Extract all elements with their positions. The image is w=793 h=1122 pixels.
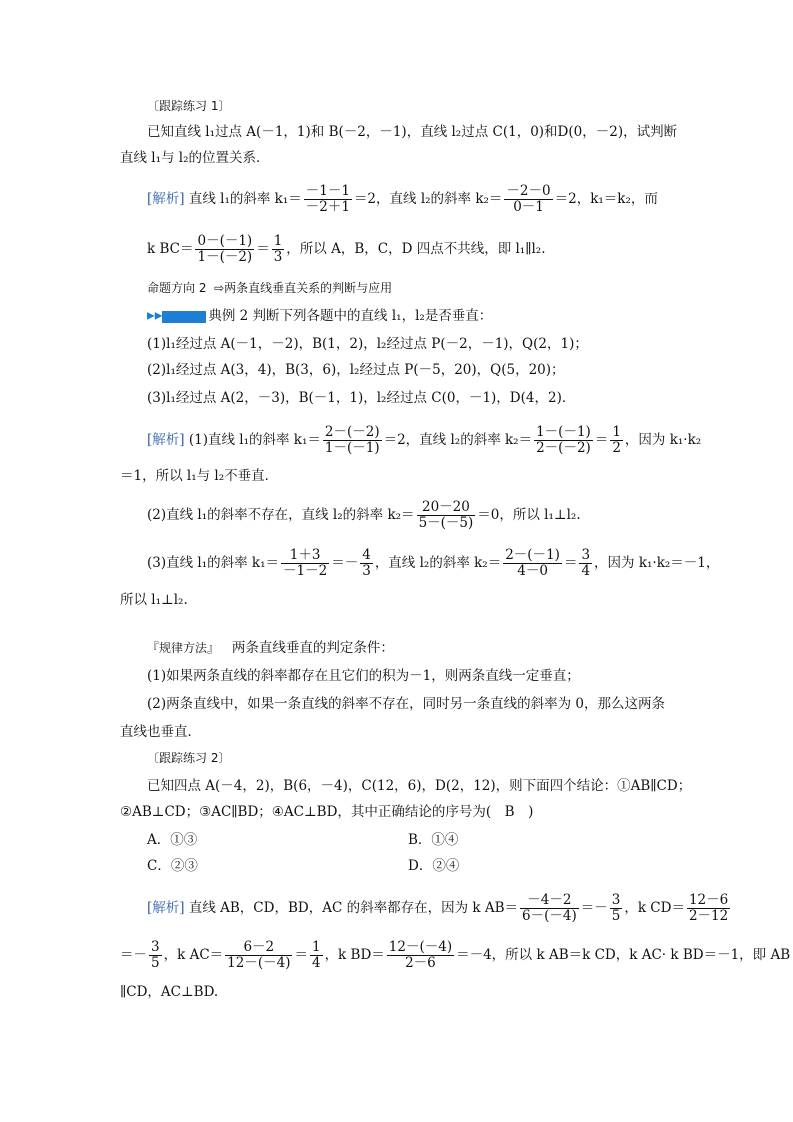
problem-text: 直线 l₁与 l₂的位置关系．	[120, 150, 270, 166]
fraction: $\frac{6-2}{12-(-4)}$	[227, 939, 291, 971]
solution-line: (2)直线 l₁的斜率不存在，直线 l₂的斜率 k₂＝ $\frac{20-20}{5-(-5)}$ ＝0，所以 l₁⊥l₂.	[147, 499, 581, 531]
fraction: $\frac{12-6}{2-12}$	[688, 892, 729, 924]
fraction: $\frac{-1-1}{-2+1}$	[305, 183, 350, 215]
fraction: $\frac{4}{3}$	[362, 547, 371, 579]
fraction: $\frac{3}{5}$	[611, 892, 621, 924]
method-rule: (2)两条直线中，如果一条直线的斜率不存在，同时另一条直线的斜率为 0，那么这两条	[147, 696, 666, 712]
fraction: $\frac{2-(-2)}{1-(-1)}$	[324, 424, 380, 456]
solution-line: 所以 l₁⊥l₂.	[120, 592, 188, 608]
example-item: (1)l₁经过点 A(－1，－2)，B(1，2)，l₂经过点 P(－2，－1)，Q(2，1)；	[147, 336, 588, 352]
problem-text: ②AB⊥CD；③AC∥BD；④AC⊥BD，其中正确结论的序号为( B )	[120, 804, 534, 820]
method-rule: (1)如果两条直线的斜率都存在且它们的积为－1，则两条直线一定垂直；	[147, 668, 580, 684]
fraction: $\frac{3}{5}$	[151, 939, 160, 971]
solution-line: ＝－ $\frac{3}{5}$ ，k AC＝ $\frac{6-2}{12-(-4)}$ ＝ $\frac{1}{4}$ ，k BD＝ $\frac{12-(-4)}{2-6}$ ＝－4，所以 k AB＝k CD，k AC· k BD＝－1，即 AB	[120, 939, 791, 971]
solution-line: [解析] 直线 AB，CD，BD，AC 的斜率都存在，因为 k AB＝ $\frac{-4-2}{6-(-4)}$ ＝－ $\frac{3}{5}$ ，k CD＝ $\frac{12-6}{2-12}$	[147, 892, 729, 924]
method-heading: 『规律方法』 两条直线垂直的判定条件：	[147, 640, 394, 656]
fraction: $\frac{-2-0}{0-1}$	[506, 183, 551, 215]
fraction: $\frac{3}{4}$	[581, 547, 591, 579]
fraction: $\frac{20-20}{5-(-5)}$	[418, 499, 474, 531]
fraction: $\frac{-4-2}{6-(-4)}$	[522, 892, 577, 924]
option-c: C．②③	[147, 858, 198, 874]
problem-text: 已知四点 A(－4，2)，B(6，－4)，C(12，6)，D(2，12)，则下面四个结论：①AB∥CD；	[147, 778, 692, 794]
solution-line: (3)直线 l₁的斜率 k₁＝ $\frac{1+3}{-1-2}$ ＝－ $\frac{4}{3}$ ，直线 l₂的斜率 k₂＝ $\frac{2-(-1)}{4-0}$ ＝ $\frac{3}{4}$ ，因为 k₁·k₂＝－1，	[147, 547, 720, 579]
double-arrow-icon: ▶▶	[147, 310, 163, 322]
direction-heading: 命题方向 2 ⇨两条直线垂直关系的判断与应用	[147, 281, 393, 295]
fraction: $\frac{1}{3}$	[273, 233, 283, 265]
fraction: $\frac{0-(-1)}{1-(-2)}$	[197, 233, 253, 265]
method-rule: 直线也垂直．	[120, 724, 201, 740]
example-title: ▶▶ 典例 2 判断下列各题中的直线 l₁，l₂是否垂直：	[147, 308, 493, 324]
solution-line: [解析] 直线 l₁的斜率 k₁＝ $\frac{-1-1}{-2+1}$ ＝2，直线 l₂的斜率 k₂＝ $\frac{-2-0}{0-1}$ ＝2，k₁＝k₂，而	[147, 183, 658, 215]
example-item: (2)l₁经过点 A(3，4)，B(3，6)，l₂经过点 P(－5，20)，Q(5，20)；	[147, 362, 565, 378]
example-tag	[162, 311, 206, 323]
jiexi-label: [解析]	[147, 900, 185, 916]
problem-text: 已知直线 l₁过点 A(－1，1)和 B(－2，－1)，直线 l₂过点 C(1，0)和D(0，－2)，试判断	[147, 124, 678, 140]
example-item: (3)l₁经过点 A(2，－3)，B(－1，1)，l₂经过点 C(0，－1)，D(4，2)．	[147, 390, 576, 406]
fraction: $\frac{2-(-1)}{4-0}$	[505, 547, 560, 579]
option-a: A．①③	[147, 832, 198, 848]
section-title: 〔跟踪练习 1〕	[147, 99, 231, 113]
fraction: $\frac{1}{2}$	[612, 424, 621, 456]
solution-line: [解析] (1)直线 l₁的斜率 k₁＝ $\frac{2-(-2)}{1-(-1)}$ ＝2，直线 l₂的斜率 k₂＝ $\frac{1-(-1)}{2-(-2)}$ ＝ $\frac{1}{2}$ ，因为 k₁·k₂	[147, 424, 702, 456]
fraction: $\frac{1+3}{-1-2}$	[283, 547, 328, 579]
fraction: $\frac{1-(-1)}{2-(-2)}$	[536, 424, 591, 456]
option-d: D．②④	[408, 858, 460, 874]
section-title: 〔跟踪练习 2〕	[147, 751, 231, 765]
option-b: B．①④	[408, 832, 459, 848]
solution-line: k BC＝ $\frac{0-(-1)}{1-(-2)}$ ＝ $\frac{1}{3}$ ，所以 A，B，C，D 四点不共线，即 l₁∥l₂.	[147, 233, 546, 265]
jiexi-label: [解析]	[147, 432, 185, 448]
solution-line: ＝1，所以 l₁与 l₂不垂直．	[120, 468, 279, 484]
fraction: $\frac{12-(-4)}{2-6}$	[388, 939, 453, 971]
arrow-icon: ⇨	[214, 281, 225, 295]
fraction: $\frac{1}{4}$	[311, 939, 321, 971]
jiexi-label: [解析]	[147, 191, 185, 207]
solution-line: ∥CD，AC⊥BD.	[120, 984, 219, 1000]
